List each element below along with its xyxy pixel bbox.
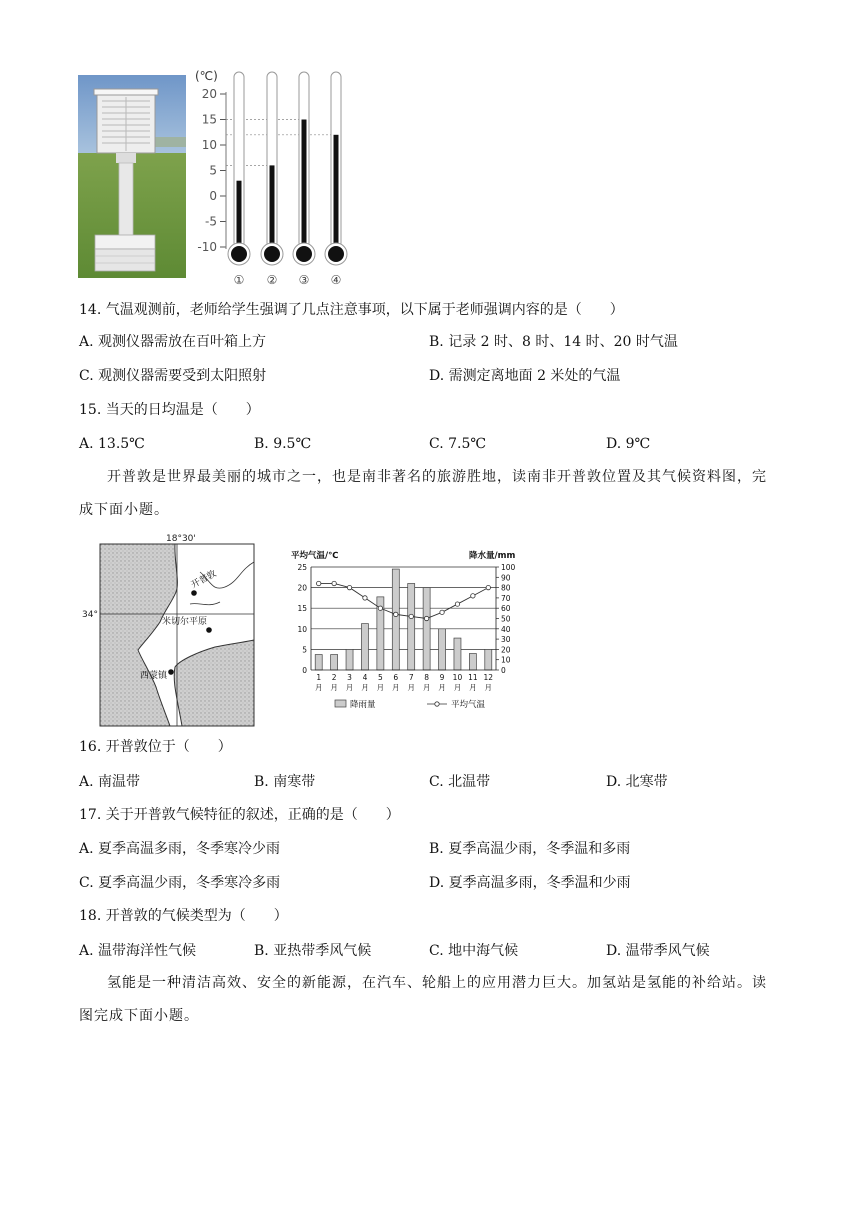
question-16-stem: 16. 开普敦位于（ ） bbox=[79, 739, 232, 755]
thermometer-scale-label: 0 bbox=[209, 189, 217, 203]
question-15-stem: 15. 当天的日均温是（ ） bbox=[79, 402, 260, 418]
thermometer-bulb bbox=[264, 246, 280, 262]
legend-precip-label: 降雨量 bbox=[350, 700, 376, 710]
temperature-tick-label: 15 bbox=[297, 604, 307, 614]
question-15-option-b[interactable]: B. 9.5℃ bbox=[254, 436, 312, 452]
precipitation-bar bbox=[439, 629, 446, 670]
temperature-point bbox=[440, 610, 444, 614]
climate-chart bbox=[287, 548, 525, 716]
temperature-tick-label: 0 bbox=[302, 666, 307, 675]
precipitation-tick-label: 80 bbox=[501, 583, 511, 593]
question-14-option-d[interactable]: D. 需测定离地面 2 米处的气温 bbox=[429, 368, 621, 384]
precipitation-bar bbox=[423, 588, 430, 670]
temperature-point bbox=[394, 612, 398, 616]
month-tick-number: 11 bbox=[468, 673, 478, 682]
temperature-tick-label: 20 bbox=[297, 583, 307, 593]
temperature-point bbox=[424, 616, 428, 620]
temperature-point bbox=[317, 581, 321, 585]
precipitation-bar bbox=[315, 655, 322, 670]
question-14-option-c[interactable]: C. 观测仪器需要受到太阳照射 bbox=[79, 368, 267, 384]
precipitation-bar bbox=[485, 649, 492, 670]
thermometer-scale-label: -5 bbox=[205, 214, 217, 229]
legend-precip-swatch bbox=[335, 700, 346, 707]
temperature-point bbox=[332, 581, 336, 585]
thermometer-mercury bbox=[334, 135, 339, 252]
question-17-option-a[interactable]: A. 夏季高温多雨，冬季寒冷少雨 bbox=[79, 841, 281, 857]
temperature-tick-label: 10 bbox=[297, 624, 307, 634]
thermometer-scale-label: 20 bbox=[201, 87, 217, 101]
month-tick-unit: 月 bbox=[407, 683, 415, 692]
month-tick-number: 1 bbox=[316, 673, 322, 682]
month-tick-unit: 月 bbox=[345, 683, 354, 692]
precipitation-tick-label: 0 bbox=[501, 666, 506, 675]
temperature-axis-title: 平均气温/℃ bbox=[291, 551, 339, 561]
temperature-tick-label: 25 bbox=[297, 563, 307, 572]
question-16-option-a[interactable]: A. 南温带 bbox=[79, 774, 141, 790]
question-17-option-c[interactable]: C. 夏季高温少雨，冬季寒冷多雨 bbox=[79, 875, 281, 891]
month-tick-number: 12 bbox=[483, 673, 494, 682]
precipitation-bar bbox=[361, 624, 368, 670]
temperature-unit-label: (℃) bbox=[195, 69, 218, 83]
thermometer-mercury bbox=[237, 181, 242, 252]
precipitation-tick-label: 40 bbox=[501, 624, 511, 634]
thermometer-scale-label: -10 bbox=[197, 240, 217, 254]
precipitation-bar bbox=[331, 655, 338, 670]
month-tick-unit: 月 bbox=[438, 683, 446, 692]
question-18-option-a[interactable]: A. 温带海洋性气候 bbox=[79, 943, 197, 959]
precipitation-axis-title: 降水量/mm bbox=[469, 551, 516, 561]
question-14-stem: 14. 气温观测前，老师给学生强调了几点注意事项，以下属于老师强调内容的是（ ） bbox=[79, 302, 624, 318]
month-tick-unit: 月 bbox=[361, 683, 369, 692]
precipitation-tick-label: 100 bbox=[501, 563, 516, 572]
cape-town-location-map bbox=[80, 532, 260, 728]
thermometer-label: ② bbox=[266, 273, 278, 287]
precipitation-bar bbox=[454, 638, 461, 670]
temperature-tick-label: 5 bbox=[302, 645, 307, 655]
precipitation-tick-label: 90 bbox=[501, 573, 511, 583]
question-17-option-b[interactable]: B. 夏季高温少雨，冬季温和多雨 bbox=[429, 841, 631, 857]
month-tick-unit: 月 bbox=[314, 683, 323, 692]
month-tick-number: 2 bbox=[331, 673, 337, 682]
precipitation-bar bbox=[408, 583, 415, 670]
month-tick-number: 8 bbox=[424, 673, 430, 682]
legend-temp-label: 平均气温 bbox=[451, 700, 486, 710]
question-16-option-d[interactable]: D. 北寒带 bbox=[606, 774, 668, 790]
question-15-option-d[interactable]: D. 9℃ bbox=[606, 436, 651, 452]
thermometer-scale-label: 15 bbox=[201, 112, 217, 127]
month-tick-unit: 月 bbox=[453, 683, 462, 692]
question-18-option-b[interactable]: B. 亚热带季风气候 bbox=[254, 943, 372, 959]
month-tick-unit: 月 bbox=[422, 683, 431, 692]
question-16-option-c[interactable]: C. 北温带 bbox=[429, 774, 491, 790]
question-18-stem: 18. 开普敦的气候类型为（ ） bbox=[79, 908, 288, 924]
question-17-stem: 17. 关于开普敦气候特征的叙述，正确的是（ ） bbox=[79, 807, 400, 823]
question-14-option-a[interactable]: A. 观测仪器需放在百叶箱上方 bbox=[79, 334, 267, 350]
passage-cape-town: 开普敦是世界最美丽的城市之一，也是南非著名的旅游胜地，读南非开普敦位置及其气候资料图，完成下面小题。 bbox=[79, 469, 767, 518]
month-tick-unit: 月 bbox=[469, 683, 477, 692]
thermometer-label: ③ bbox=[298, 273, 310, 287]
question-18-option-d[interactable]: D. 温带季风气候 bbox=[606, 943, 710, 959]
question-18-option-c[interactable]: C. 地中海气候 bbox=[429, 943, 519, 959]
thermometer-scale-label: 5 bbox=[209, 163, 217, 178]
temperature-point bbox=[486, 585, 490, 589]
month-tick-number: 5 bbox=[377, 673, 383, 682]
thermometer-figure bbox=[193, 66, 363, 288]
precipitation-tick-label: 20 bbox=[501, 645, 511, 655]
thermometer-bulb bbox=[231, 246, 247, 262]
month-tick-unit: 月 bbox=[484, 683, 493, 692]
question-14-option-b[interactable]: B. 记录 2 时、8 时、14 时、20 时气温 bbox=[429, 334, 678, 350]
temperature-point bbox=[363, 596, 367, 600]
temperature-point bbox=[455, 602, 459, 606]
longitude-label: 18°30' bbox=[166, 534, 196, 544]
precipitation-tick-label: 10 bbox=[501, 655, 511, 665]
month-tick-unit: 月 bbox=[392, 683, 400, 692]
thermometer-label: ④ bbox=[330, 273, 342, 287]
month-tick-number: 3 bbox=[347, 673, 352, 682]
question-15-option-a[interactable]: A. 13.5℃ bbox=[79, 436, 145, 452]
passage-hydrogen: 氢能是一种清洁高效、安全的新能源，在汽车、轮船上的应用潜力巨大。加氢站是氢能的补给站。读图完成下面小题。 bbox=[79, 975, 767, 1024]
legend-temp-marker bbox=[435, 702, 439, 706]
month-tick-unit: 月 bbox=[330, 683, 338, 692]
temperature-point bbox=[378, 606, 382, 610]
thermometer-mercury bbox=[302, 120, 307, 253]
precipitation-tick-label: 60 bbox=[501, 604, 511, 614]
question-17-option-d[interactable]: D. 夏季高温多雨，冬季温和少雨 bbox=[429, 875, 631, 891]
month-tick-number: 6 bbox=[393, 673, 399, 682]
temperature-point bbox=[471, 594, 475, 598]
thermometer-mercury bbox=[270, 165, 275, 252]
precipitation-bar bbox=[469, 654, 476, 670]
temperature-point bbox=[347, 585, 351, 589]
cape-town-label: 开普敦 bbox=[189, 569, 219, 591]
temperature-line bbox=[319, 583, 489, 618]
thermometer-label: ① bbox=[233, 273, 245, 287]
thermometer-bulb bbox=[296, 246, 312, 262]
precipitation-bar bbox=[392, 569, 399, 670]
simons-town-label: 西蒙镇 bbox=[140, 671, 168, 681]
month-tick-number: 4 bbox=[362, 673, 368, 682]
stevenson-screen-photo bbox=[78, 75, 186, 278]
month-tick-unit: 月 bbox=[376, 683, 385, 692]
mitchells-plain-label: 米切尔平原 bbox=[162, 617, 208, 627]
mitchells-plain-dot bbox=[206, 627, 212, 633]
month-tick-number: 7 bbox=[408, 673, 414, 682]
precipitation-tick-label: 30 bbox=[501, 635, 511, 645]
latitude-label: 34° bbox=[82, 610, 98, 620]
thermometer-bulb bbox=[328, 246, 344, 262]
month-tick-number: 10 bbox=[452, 673, 463, 682]
question-15-option-c[interactable]: C. 7.5℃ bbox=[429, 436, 487, 452]
precipitation-bar bbox=[346, 649, 353, 670]
precipitation-tick-label: 70 bbox=[501, 593, 511, 603]
question-16-option-b[interactable]: B. 南寒带 bbox=[254, 774, 316, 790]
temperature-point bbox=[409, 614, 413, 618]
thermometer-scale-label: 10 bbox=[201, 138, 217, 152]
month-tick-number: 9 bbox=[439, 673, 445, 682]
simons-town-dot bbox=[168, 669, 174, 675]
cape-town-dot bbox=[191, 590, 197, 596]
precipitation-tick-label: 50 bbox=[501, 614, 511, 624]
